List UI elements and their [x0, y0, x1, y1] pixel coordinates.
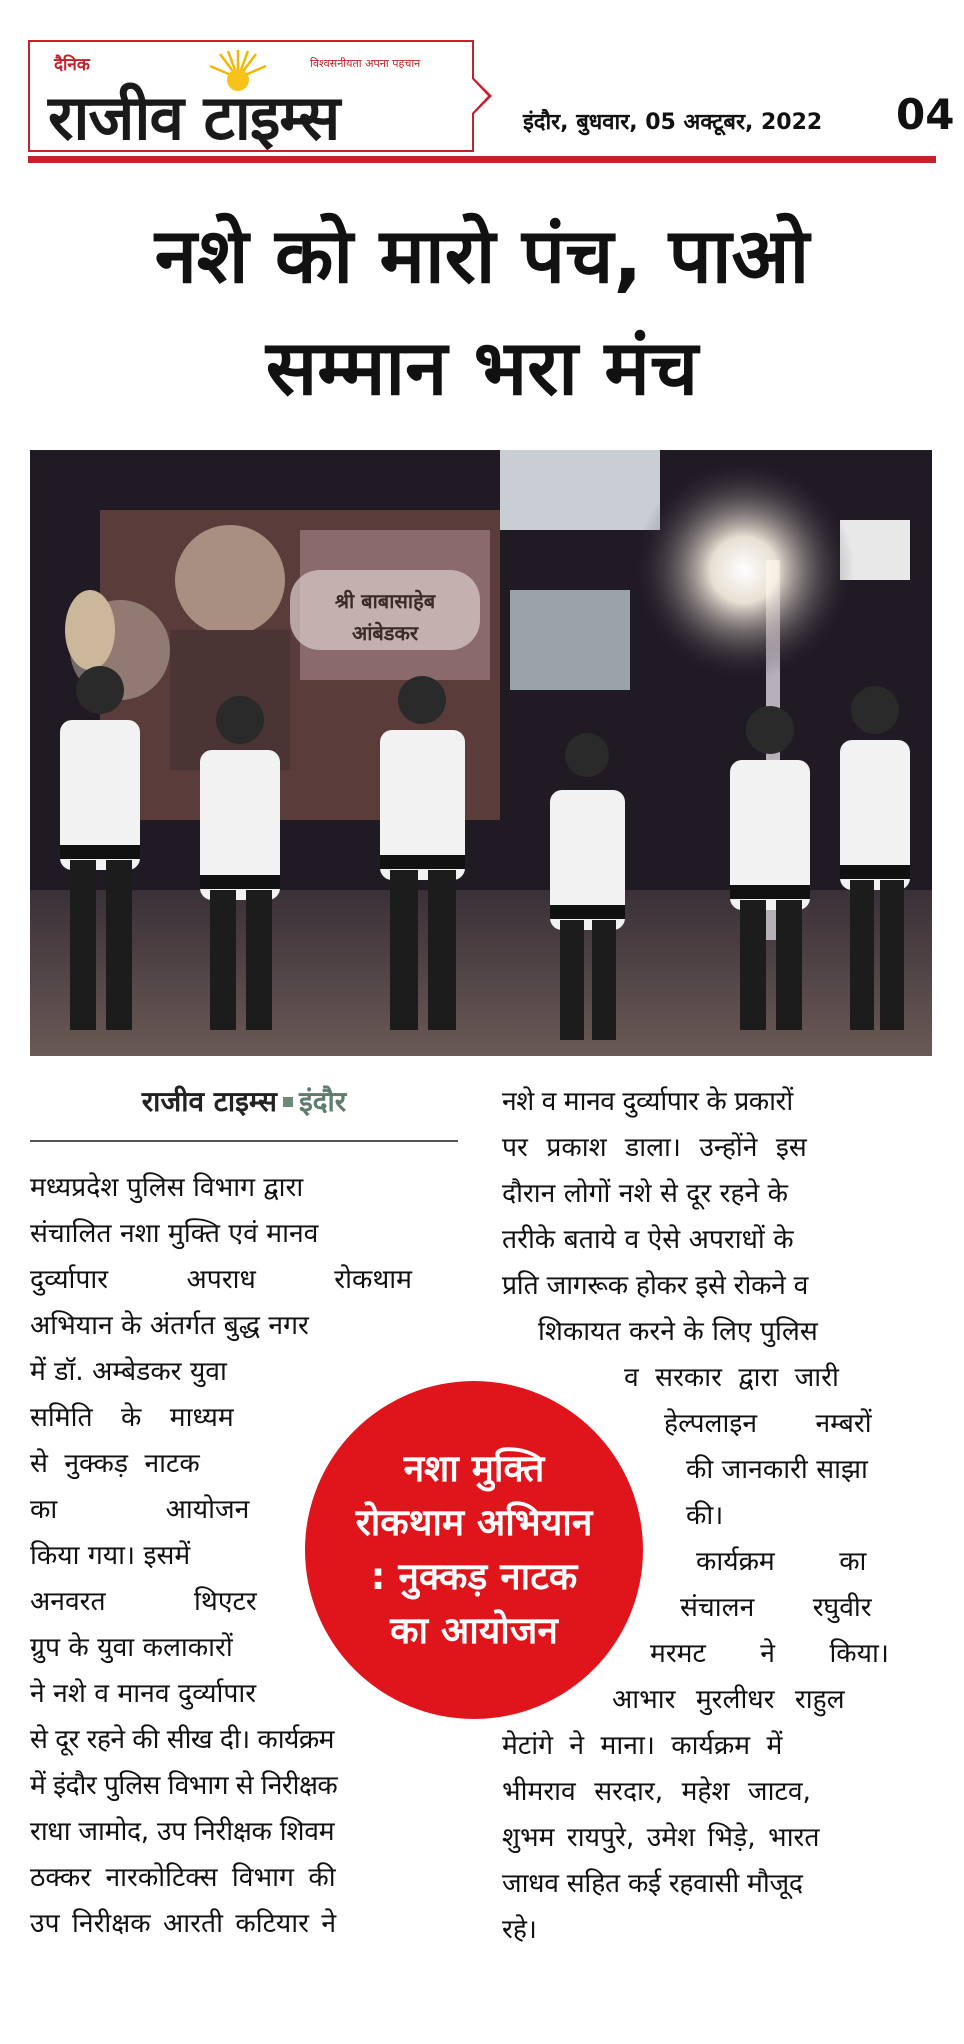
logo-prefix: दैनिक: [54, 55, 90, 75]
highlight-line-3: : नुक्कड़ नाटक: [370, 1555, 578, 1598]
article-line: नशे व मानव दुर्व्यापार के प्रकारों: [502, 1086, 793, 1117]
dateline: इंदौर, बुधवार, 05 अक्टूबर, 2022: [523, 110, 823, 135]
article-line: की जानकारी साझा: [686, 1454, 868, 1485]
logo-title: राजीव टाइम्स: [48, 81, 340, 154]
byline-location: इंदौर: [298, 1085, 347, 1118]
article-line: शुभम रायपुरे, उमेश भिड़े, भारत: [502, 1822, 820, 1853]
article-line: उप निरीक्षक आरती कटियार ने: [30, 1908, 337, 1939]
byline-rule: [30, 1140, 458, 1142]
article-line: अनवरत थिएटर: [30, 1586, 257, 1617]
highlight-line-4: का आयोजन: [390, 1609, 558, 1652]
article-line: रहे।: [502, 1914, 537, 1945]
newspaper-logo: [28, 40, 474, 152]
article-line: आभार मुरलीधर राहुल: [612, 1684, 845, 1715]
byline-source: राजीव टाइम्स: [141, 1085, 277, 1118]
article-line: की।: [686, 1500, 724, 1531]
article-line: संचालित नशा मुक्ति एवं मानव: [30, 1218, 319, 1249]
news-photo: [30, 450, 932, 1056]
banner-text-2: आंबेडकर: [351, 621, 419, 645]
article-line: संचालन रघुवीर: [680, 1592, 872, 1623]
article-line: तरीके बताये व ऐसे अपराधों के: [502, 1224, 794, 1255]
article-line: में इंदौर पुलिस विभाग से निरीक्षक: [30, 1770, 338, 1801]
article-line: में डॉ. अम्बेडकर युवा: [30, 1356, 227, 1387]
headline-line-1: नशे को मारो पंच, पाओ: [154, 211, 810, 300]
byline: [30, 1082, 458, 1120]
article-line: व सरकार द्वारा जारी: [624, 1362, 839, 1393]
article-line: ठक्कर नारकोटिक्स विभाग की: [30, 1862, 336, 1893]
headline: [40, 200, 924, 424]
article-line: किया गया। इसमें: [30, 1540, 191, 1571]
article-line: अभियान के अंतर्गत बुद्ध नगर: [30, 1310, 309, 1341]
street-play-photo: [30, 450, 932, 1056]
article-line: ग्रुप के युवा कलाकारों: [30, 1632, 233, 1663]
article-line: दुर्व्यापार अपराध रोकथाम: [30, 1264, 412, 1295]
article-line: दौरान लोगों नशे से दूर रहने के: [502, 1178, 789, 1209]
article-line: हेल्पलाइन नम्बरों: [664, 1408, 872, 1439]
highlight-line-1: नशा मुक्ति: [403, 1447, 545, 1490]
article-line: जाधव सहित कई रहवासी मौजूद: [502, 1868, 803, 1899]
article-line: का आयोजन: [30, 1494, 250, 1525]
article-line: मरमट ने किया।: [650, 1638, 889, 1669]
article-line: से दूर रहने की सीख दी। कार्यक्रम: [30, 1724, 334, 1755]
logo-tagline: विश्वसनीयता अपना पहचान: [310, 57, 421, 70]
masthead-rule: [28, 156, 936, 163]
article-line: भीमराव सरदार, महेश जाटव,: [502, 1776, 811, 1807]
article-line: पर प्रकाश डाला। उन्होंने इस: [502, 1132, 807, 1163]
article-line: शिकायत करने के लिए पुलिस: [538, 1316, 818, 1347]
article-line: मेटांगे ने माना। कार्यक्रम में: [502, 1730, 783, 1761]
highlight-line-2: रोकथाम अभियान: [355, 1501, 593, 1544]
article-line: राधा जामोद, उप निरीक्षक शिवम: [30, 1816, 335, 1847]
page-number: 04: [896, 90, 955, 139]
article-line: मध्यप्रदेश पुलिस विभाग द्वारा: [30, 1172, 304, 1203]
masthead: [28, 40, 955, 158]
article-line: ने नशे व मानव दुर्व्यापार: [30, 1678, 257, 1709]
article-line: से नुक्कड़ नाटक: [30, 1448, 200, 1479]
banner-text-1: श्री बाबासाहेब: [334, 589, 436, 613]
headline-line-2: सम्मान भरा मंच: [265, 323, 699, 412]
article-line: कार्यक्रम का: [696, 1546, 867, 1577]
article-line: प्रति जागरूक होकर इसे रोकने व: [502, 1270, 809, 1301]
highlight-circle: [305, 1381, 643, 1719]
byline-separator: [283, 1097, 293, 1107]
article-line: समिति के माध्यम: [30, 1402, 234, 1433]
